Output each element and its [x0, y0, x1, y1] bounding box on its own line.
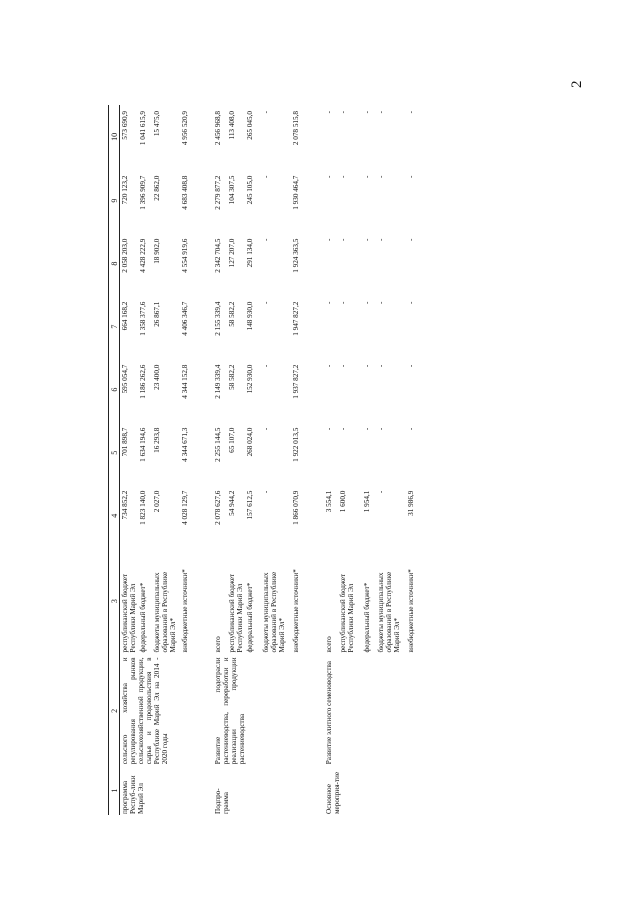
value-cell: 1 823 140,0 [139, 490, 147, 525]
value-cell: 2 342 704,5 [214, 238, 222, 273]
rotated-table-wrapper [108, 105, 540, 815]
value-cell: - [262, 111, 270, 114]
value-cell: 2 155 339,4 [214, 301, 222, 336]
row-type: Основное мероприя-тие [325, 771, 341, 814]
value-cell: - [339, 364, 347, 368]
value-cell: - [377, 490, 385, 494]
row-name: Развитие подотрасли растениеводства, переработки и реализации продукции растениеводства [214, 657, 246, 765]
value-cell: 720 123,2 [121, 175, 129, 205]
value-cell: 127 207,0 [228, 238, 236, 268]
value-cell: 2 255 144,5 [214, 427, 222, 462]
value-cell: - [363, 364, 371, 368]
value-cell: 1 634 194,6 [139, 427, 147, 462]
value-cell: 1 866 070,9 [292, 490, 300, 525]
value-cell: - [407, 427, 415, 431]
value-cell: 152 930,0 [246, 364, 254, 394]
value-cell: 3 554,1 [325, 490, 333, 513]
header-cell: 5 [109, 421, 120, 484]
funding-source: внебюджетные источники* [292, 569, 300, 653]
value-cell: 4 406 346,7 [181, 301, 189, 336]
funding-source: всего [214, 636, 222, 653]
value-cell: - [339, 111, 347, 114]
funding-source: федеральный бюджет* [246, 582, 254, 653]
value-cell: 268 024,0 [246, 427, 254, 457]
funding-source: бюджеты муниципальных образований в Республике Марий Эл* [262, 571, 286, 653]
value-cell: 23 400,0 [153, 364, 161, 390]
value-cell: 2 149 339,4 [214, 364, 222, 399]
value-cell: 31 986,9 [407, 490, 415, 516]
value-cell: 1 186 262,6 [139, 364, 147, 399]
value-cell: 1 922 013,5 [292, 427, 300, 462]
value-cell: 58 582,2 [228, 301, 236, 327]
budget-table [108, 105, 422, 815]
page-number: 2 [569, 80, 585, 88]
funding-source: федеральный бюджет* [139, 582, 147, 653]
value-cell: - [377, 175, 385, 179]
value-cell: - [325, 175, 333, 179]
value-cell: 1 954,1 [363, 490, 371, 513]
header-row [109, 105, 120, 815]
header-cell: 2 [109, 655, 120, 767]
row-name: Развитие элитного семеноводства [325, 661, 333, 765]
table-row [120, 105, 139, 815]
value-cell: - [407, 111, 415, 114]
value-cell: 245 105,0 [246, 175, 254, 205]
funding-source: республиканский бюджет Республики Марий Эл [228, 573, 244, 653]
value-cell: 4 344 671,3 [181, 427, 189, 462]
value-cell: 157 612,5 [246, 490, 254, 520]
header-cell: 3 [109, 547, 120, 655]
value-cell: 595 054,7 [121, 364, 129, 394]
header-cell: 7 [109, 295, 120, 358]
value-cell: - [262, 427, 270, 431]
value-cell: 734 852,2 [121, 490, 129, 520]
table-row [204, 105, 227, 815]
value-cell: 4 956 520,9 [181, 111, 189, 146]
value-cell: 2 027,0 [153, 490, 161, 513]
value-cell: - [363, 111, 371, 114]
value-cell: 664 168,2 [121, 301, 129, 331]
value-cell: 54 944,2 [228, 490, 236, 516]
funding-source: бюджеты муниципальных образований в Республике Марий Эл* [153, 571, 177, 653]
value-cell: 1 924 363,5 [292, 238, 300, 273]
value-cell: 2 078 515,8 [292, 111, 300, 146]
funding-source: республиканский бюджет Республики Марий Эл [339, 573, 355, 653]
value-cell: - [325, 238, 333, 242]
value-cell: - [363, 301, 371, 305]
table-row [315, 105, 338, 815]
header-cell: 1 [109, 767, 120, 815]
value-cell: - [377, 238, 385, 242]
value-cell: 2 058 203,0 [121, 238, 129, 273]
value-cell: 1 358 377,6 [139, 301, 147, 336]
value-cell: 65 107,0 [228, 427, 236, 453]
value-cell: 1 396 909,7 [139, 175, 147, 210]
value-cell: 291 134,0 [246, 238, 254, 268]
funding-source: федеральный бюджет* [363, 582, 371, 653]
value-cell: 265 045,0 [246, 111, 254, 140]
value-cell: 1 600,0 [339, 490, 347, 513]
value-cell: 4 344 152,8 [181, 364, 189, 399]
value-cell: - [377, 301, 385, 305]
row-name: сельского хозяйства и регулирования рынков сельскохозяйственной продукции, сырья и продовольствия в Республике Марий Эл на 2014 - 2020 годы [121, 657, 169, 765]
value-cell: 1 947 827,2 [292, 301, 300, 336]
row-type: программа Респуб-лики Марий Эл [121, 775, 145, 814]
table-body [120, 105, 423, 815]
value-cell: - [363, 175, 371, 179]
value-cell: - [407, 364, 415, 368]
value-cell: - [262, 490, 270, 494]
value-cell: 2 456 968,8 [214, 111, 222, 146]
funding-source: республиканский бюджет Республики Марий Эл [121, 573, 137, 653]
row-type: Подпро-грамма [214, 788, 230, 814]
funding-source: внебюджетные источники* [407, 569, 415, 653]
header-cell: 8 [109, 232, 120, 295]
value-cell: - [377, 427, 385, 431]
value-cell: - [339, 238, 347, 242]
value-cell: 1 041 615,9 [139, 111, 147, 146]
value-cell: 701 898,7 [121, 427, 129, 457]
value-cell: - [325, 111, 333, 114]
value-cell: 1 930 464,7 [292, 175, 300, 210]
value-cell: - [325, 364, 333, 368]
value-cell: - [325, 427, 333, 431]
value-cell: 16 293,8 [153, 427, 161, 453]
value-cell: 2 279 877,2 [214, 175, 222, 210]
value-cell: - [262, 301, 270, 305]
header-cell: 9 [109, 169, 120, 232]
value-cell: - [339, 175, 347, 179]
value-cell: - [339, 301, 347, 305]
value-cell: 2 078 627,6 [214, 490, 222, 525]
value-cell: - [339, 427, 347, 431]
value-cell: 4 428 222,9 [139, 238, 147, 273]
header-cell: 10 [109, 105, 120, 169]
value-cell: 4 554 919,6 [181, 238, 189, 273]
value-cell: - [363, 238, 371, 242]
value-cell: 22 862,0 [153, 175, 161, 201]
value-cell: - [325, 301, 333, 305]
value-cell: 26 867,1 [153, 301, 161, 327]
value-cell: 104 307,5 [228, 175, 236, 205]
funding-source: всего [325, 636, 333, 653]
value-cell: 15 475,0 [153, 111, 161, 137]
value-cell: - [407, 238, 415, 242]
value-cell: 58 582,2 [228, 364, 236, 390]
value-cell: 148 930,0 [246, 301, 254, 331]
value-cell: - [363, 427, 371, 431]
value-cell: 4 683 408,8 [181, 175, 189, 210]
value-cell: - [377, 364, 385, 368]
funding-source: бюджеты муниципальных образований в Республике Марий Эл* [377, 571, 401, 653]
funding-source: внебюджетные источники* [181, 569, 189, 653]
value-cell: - [262, 364, 270, 368]
header-cell: 4 [109, 484, 120, 547]
value-cell: 1 937 827,2 [292, 364, 300, 399]
value-cell: - [262, 175, 270, 179]
value-cell: - [407, 301, 415, 305]
header-cell: 6 [109, 358, 120, 421]
value-cell: - [377, 111, 385, 114]
value-cell: 18 902,0 [153, 238, 161, 264]
value-cell: - [262, 238, 270, 242]
value-cell: 573 690,9 [121, 111, 129, 140]
value-cell: 113 408,0 [228, 111, 236, 140]
value-cell: 4 028 129,7 [181, 490, 189, 525]
value-cell: - [407, 175, 415, 179]
